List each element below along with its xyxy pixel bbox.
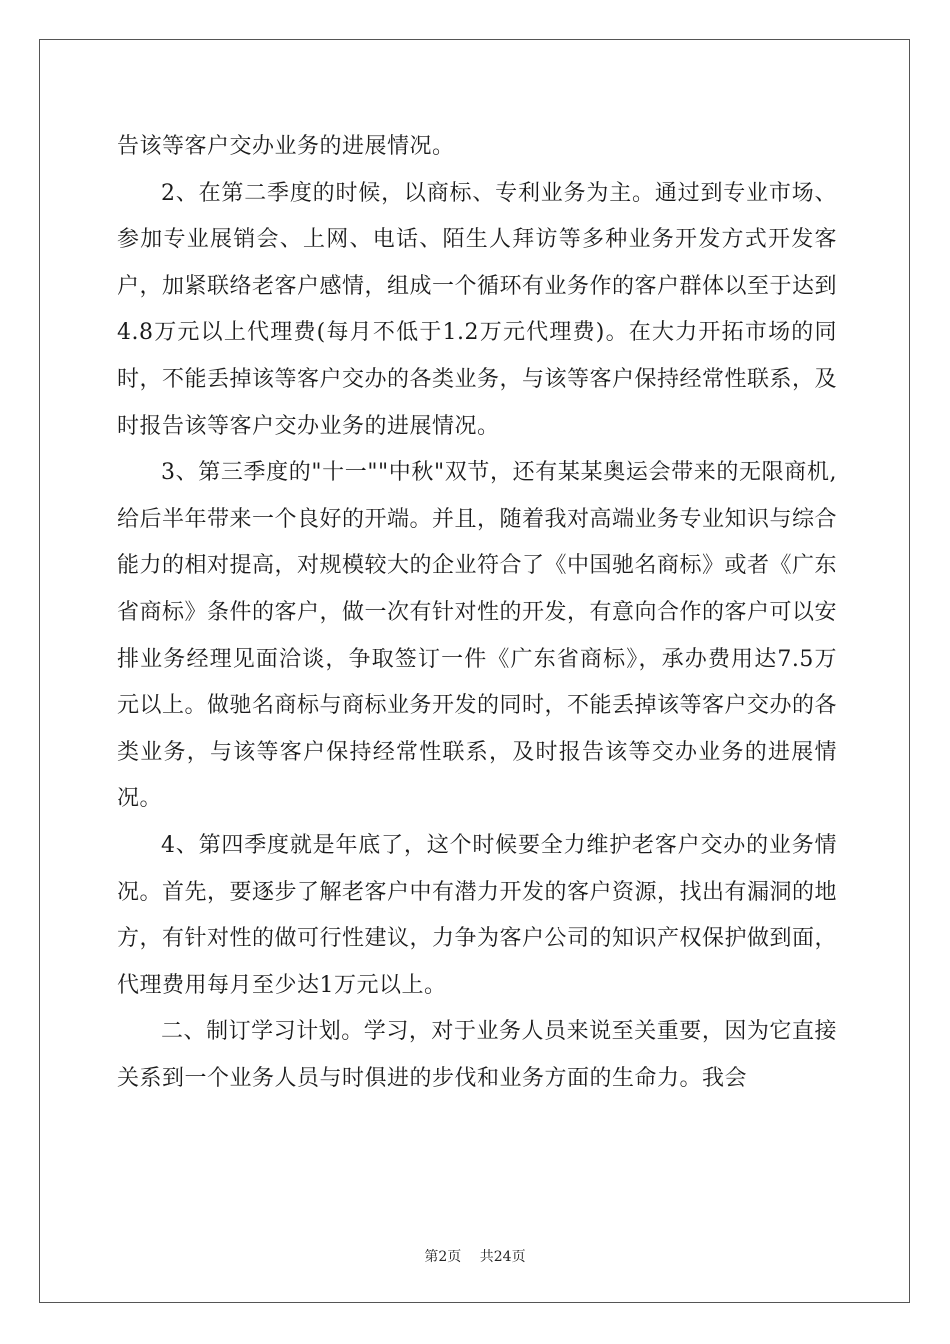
- paragraph-q4: 4、第四季度就是年底了，这个时候要全力维护老客户交办的业务情况。首先，要逐步了解老客户中有潜力开发的客户资源，找出有漏洞的地方，有针对性的做可行性建议，力争为客户公司的知识产权保护做到面，代理费用每月至少达1万元以上。: [117, 832, 838, 998]
- page-number-current: 第2页: [424, 1249, 462, 1265]
- paragraph-study-plan: 二、制订学习计划。学习，对于业务人员来说至关重要，因为它直接关系到一个业务人员与时俱进的步伐和业务方面的生命力。我会: [117, 1019, 837, 1091]
- paragraph-continuation: 告该等客户交办业务的进展情况。: [117, 134, 455, 159]
- page-footer: [0, 1246, 950, 1266]
- page-number-total: 共24页: [479, 1249, 526, 1265]
- document-body: [117, 124, 837, 1102]
- paragraph-q2: 2、在第二季度的时候，以商标、专利业务为主。通过到专业市场、参加专业展销会、上网、电话、陌生人拜访等多种业务开发方式开发客户，加紧联络老客户感情，组成一个循环有业务作的客户群体以至于达到4.8万元以上代理费(每月不低于1.2万元代理费)。在大力开拓市场的同时，不能丢掉该等客户交办的各类业务，与该等客户保持经常性联系，及时报告该等客户交办业务的进展情况。: [117, 180, 838, 439]
- paragraph-q3: 3、第三季度的"十一""中秋"双节，还有某某奥运会带来的无限商机,给后半年带来一个良好的开端。并且，随着我对高端业务专业知识与综合能力的相对提高，对规模较大的企业符合了《中国驰名商标》或者《广东省商标》条件的客户，做一次有针对性的开发，有意向合作的客户可以安排业务经理见面洽谈，争取签订一件《广东省商标》，承办费用达7.5万元以上。做驰名商标与商标业务开发的同时，不能丢掉该等客户交办的各类业务，与该等客户保持经常性联系，及时报告该等交办业务的进展情况。: [117, 460, 838, 812]
